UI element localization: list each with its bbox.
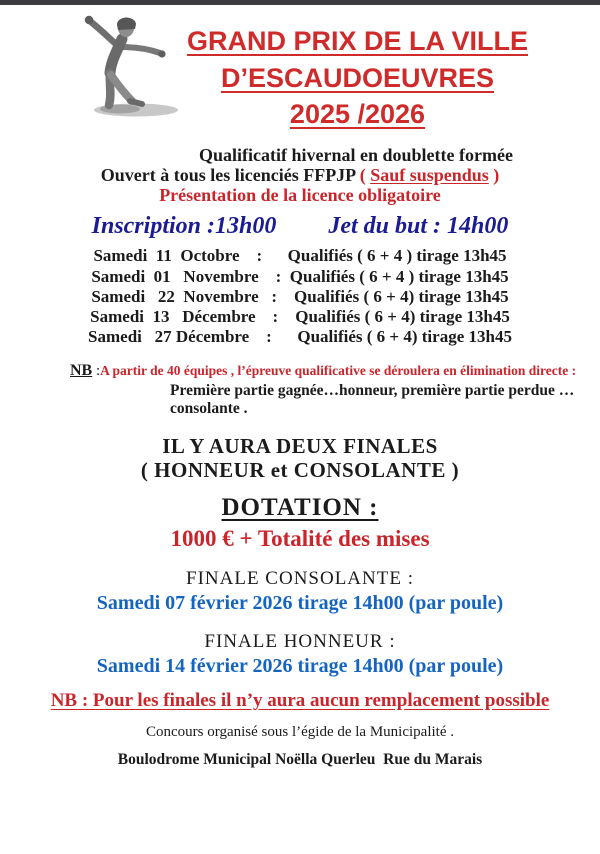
title-line-1: GRAND PRIX DE LA VILLE bbox=[186, 26, 529, 56]
schedule-row: Samedi 27 Décembre : Qualifiés ( 6 + 4) tirage 13h45 bbox=[88, 326, 512, 346]
petanque-player-illustration bbox=[60, 11, 186, 123]
intro-sauf-suspendus: Sauf suspendus bbox=[370, 165, 489, 186]
poster-title bbox=[115, 23, 600, 133]
schedule-row: Samedi 11 Octobre : Qualifiés ( 6 + 4 ) tirage 13h45 bbox=[93, 246, 507, 266]
finale-honneur-title: FINALE HONNEUR : bbox=[204, 631, 396, 653]
schedule-row: Samedi 01 Novembre : Qualifiés ( 6 + 4 ) tirage 13h45 bbox=[91, 266, 509, 286]
title-line-2: D’ESCAUDOEUVRES bbox=[220, 62, 495, 93]
intro-paren-close: ) bbox=[488, 165, 500, 186]
schedule-row: Samedi 22 Novembre : Qualifiés ( 6 + 4) tirage 13h45 bbox=[91, 286, 509, 306]
title-line-3: 2025 /2026 bbox=[289, 99, 426, 130]
footer-venue: Boulodrome Municipal Noëlla Querleu Rue du Marais bbox=[117, 751, 483, 769]
dotation-amount: 1000 € + Totalité des mises bbox=[170, 526, 430, 552]
finale-consolante-date: Samedi 07 février 2026 tirage 14h00 (par poule) bbox=[96, 592, 504, 615]
nb-elimination-note bbox=[0, 361, 600, 419]
nb1-colon: : bbox=[92, 362, 101, 379]
intro-ouvert bbox=[0, 165, 600, 185]
footer-organizer: Concours organisé sous l’égide de la Municipalité . bbox=[146, 724, 454, 741]
poster-header bbox=[0, 5, 600, 141]
finales-line-2: ( HONNEUR et CONSOLANTE ) bbox=[140, 457, 460, 482]
jet-du-but-time: Jet du but : 14h00 bbox=[328, 213, 509, 240]
qualifier-schedule bbox=[0, 246, 600, 346]
intro-licence: Présentation de la licence obligatoire bbox=[159, 185, 441, 206]
dotation-title: DOTATION : bbox=[221, 494, 379, 522]
two-finales-announcement bbox=[0, 435, 600, 482]
finale-consolante-title: FINALE CONSOLANTE : bbox=[186, 568, 414, 590]
nb1-label: NB bbox=[70, 361, 93, 379]
nb1-red-text: A partir de 40 équipes , l’épreuve qualificative se déroulera en élimination directe : bbox=[100, 362, 577, 378]
intro-ouvert-black: Ouvert à tous les licenciés FFPJP bbox=[100, 165, 360, 186]
inscription-time: Inscription :13h00 bbox=[91, 213, 277, 240]
nb-no-replacement-note: NB : Pour les finales il n’y aura aucun remplacement possible bbox=[50, 690, 550, 712]
intro-paren-open: ( bbox=[359, 165, 371, 186]
times-line bbox=[0, 213, 600, 240]
finales-line-1: IL Y AURA DEUX FINALES bbox=[162, 434, 438, 459]
nb1-line2: Première partie gagnée…honneur, première partie perdue … consolante . bbox=[170, 381, 575, 418]
intro-qualificatif: Qualificatif hivernal en doublette formée bbox=[199, 145, 513, 165]
finale-honneur-date: Samedi 14 février 2026 tirage 14h00 (par poule) bbox=[96, 655, 504, 678]
schedule-row: Samedi 13 Décembre : Qualifiés ( 6 + 4) tirage 13h45 bbox=[90, 306, 510, 326]
